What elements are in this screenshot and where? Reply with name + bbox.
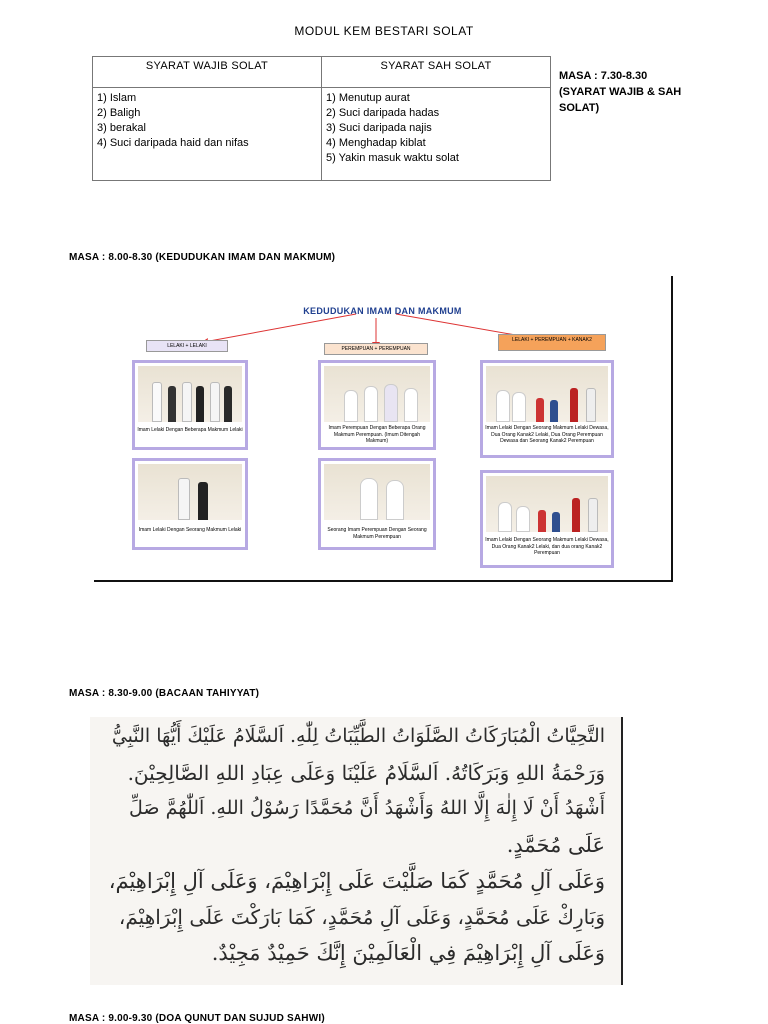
tahiyyat-line: وَبَارِكْ عَلَى مُحَمَّدٍ، وَعَلَى آلِ مُحَمَّدٍ، كَمَا بَارَكْتَ عَلَى إِبْرَاهِيْمَ،	[118, 905, 605, 929]
tahiyyat-line: أَشْهَدُ أَنْ لَا إِلٰهَ إِلَّا اللهُ وَأَشْهَدُ أَنَّ مُحَمَّدًا رَسُوْلُ اللهِ. اَللّٰهُمَّ صَلِّ	[129, 797, 605, 819]
list-item: 2) Suci daripada hadas	[326, 107, 440, 119]
tahiyyat-line: عَلَى مُحَمَّدٍ.	[506, 833, 605, 857]
syarat-table	[92, 56, 551, 181]
list-item: 1) Menutup aurat	[326, 92, 410, 104]
photo-campur-2	[480, 470, 614, 568]
masa-tahiyyat-label: MASA : 8.30-9.00 (BACAAN TAHIYYAT)	[69, 688, 260, 699]
list-item: 4) Menghadap kiblat	[326, 137, 426, 149]
document-title: MODUL KEM BESTARI SOLAT	[294, 24, 474, 38]
tahiyyat-line: وَعَلَى آلِ مُحَمَّدٍ كَمَا صَلَّيْتَ عَلَى إِبْرَاهِيْمَ، وَعَلَى آلِ إِبْرَاهِيْمَ،	[108, 869, 605, 893]
photo-scene	[138, 464, 242, 520]
list-item: 3) berakal	[97, 122, 146, 134]
masa-doa-qunut-label: MASA : 9.00-9.30 (DOA QUNUT DAN SUJUD SAHWI)	[69, 1013, 325, 1024]
wajib-cell	[93, 88, 322, 181]
photo-caption: Imam Perempuan Dengan Beberapa Orang Makmum Perempuan. (Imum Ditengah Makmum)	[328, 425, 426, 444]
photo-campur-1	[480, 360, 614, 458]
tahiyyat-line: وَعَلَى آلِ إِبْرَاهِيْمَ فِي الْعَالَمِيْنَ إِنَّكَ حَمِيْدٌ مَجِيْدٌ.	[211, 941, 605, 965]
photo-lelaki-ramai	[132, 360, 248, 450]
list-item: 3) Suci daripada najis	[326, 122, 432, 134]
masa-syarat-label	[559, 68, 709, 116]
diagram-title: KEDUDUKAN IMAM DAN MAKMUM	[303, 306, 462, 316]
masa-line: SOLAT)	[559, 102, 600, 114]
category-campur: LELAKI + PEREMPUAN + KANAK2	[498, 334, 606, 351]
list-item: 5) Yakin masuk waktu solat	[326, 152, 459, 164]
list-item: 1) Islam	[97, 92, 137, 104]
photo-scene	[486, 366, 608, 422]
photo-caption: Seorang Imam Perempuan Dengan Seorang Makmum Perempuan	[327, 527, 427, 540]
category-perempuan: PEREMPUAN + PEREMPUAN	[324, 343, 428, 355]
masa-kedudukan-label: MASA : 8.00-8.30 (KEDUDUKAN IMAM DAN MAKMUM)	[69, 252, 336, 263]
header-syarat-wajib: SYARAT WAJIB SOLAT	[93, 57, 322, 88]
masa-line: MASA : 7.30-8.30	[559, 70, 648, 82]
photo-perempuan-ramai	[318, 360, 436, 450]
header-syarat-sah: SYARAT SAH SOLAT	[322, 57, 551, 88]
tahiyyat-line: التَّحِيَّاتُ الْمُبَارَكَاتُ الصَّلَوَاتُ الطَّيِّبَاتُ لِلّٰهِ. اَلسَّلَامُ عَلَيْكَ أَيُّهَا النَّبِيُّ	[111, 725, 605, 747]
tahiyyat-text-block	[90, 717, 623, 985]
tahiyyat-line: وَرَحْمَةُ اللهِ وَبَرَكَاتُهُ. اَلسَّلَامُ عَلَيْنَا وَعَلَى عِبَادِ اللهِ الصَّالِحِيْنَ.	[127, 761, 605, 785]
masa-line: (SYARAT WAJIB & SAH	[559, 86, 682, 98]
kedudukan-diagram	[94, 276, 673, 582]
photo-caption: Imam Lelaki Dengan Seorang Makmum Lelaki	[138, 527, 242, 533]
photo-caption: Imam Lelaki Dengan Seorang Makmum Lelaki Dewasa, Dua Orang Kanak2 Lelaki, dan dua orang Kanak2 Perempuan	[485, 537, 609, 556]
photo-scene	[324, 464, 430, 520]
list-item: 4) Suci daripada haid dan nifas	[97, 137, 249, 149]
photo-caption: Imam Lelaki Dengan Beberapa Makmum Lelaki	[137, 427, 243, 433]
photo-scene	[324, 366, 430, 422]
photo-lelaki-berdua	[132, 458, 248, 550]
category-lelaki: LELAKI + LELAKI	[146, 340, 228, 352]
photo-perempuan-berdua	[318, 458, 436, 550]
photo-scene	[486, 476, 608, 532]
photo-scene	[138, 366, 242, 422]
list-item: 2) Baligh	[97, 107, 141, 119]
sah-cell	[322, 88, 551, 181]
photo-caption: Imam Lelaki Dengan Seorang Makmum Lelaki Dewasa, Dua Orang Kanak2 Lelaki, Dua Orang Perempuan Dewasa dan Seorang Kanak2 Perempuan	[485, 425, 609, 444]
